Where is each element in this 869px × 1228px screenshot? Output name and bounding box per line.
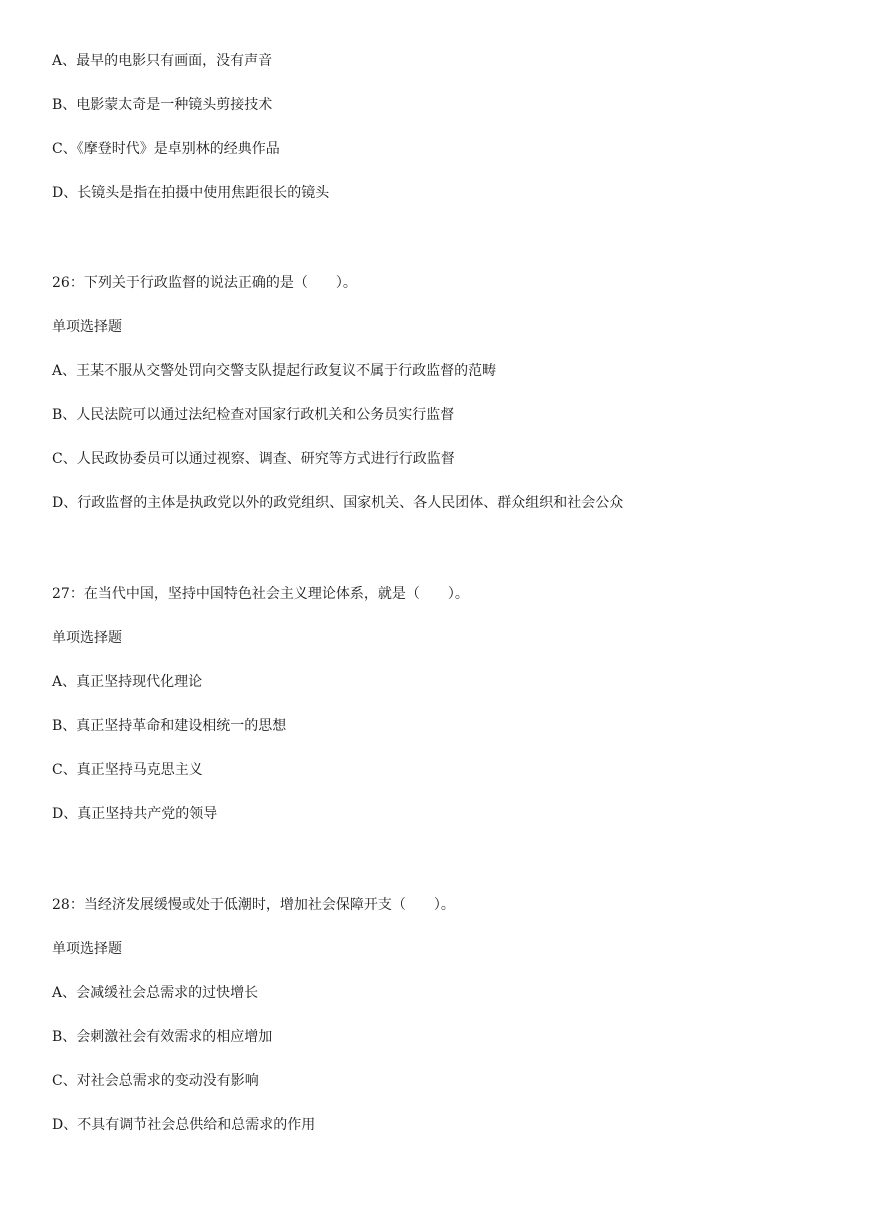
option-d: D、真正坚持共产党的领导	[52, 806, 218, 822]
question-type: 单项选择题	[52, 941, 122, 957]
question-type: 单项选择题	[52, 630, 122, 646]
option-d: D、不具有调节社会总供给和总需求的作用	[52, 1117, 316, 1133]
option-d: D、长镜头是指在拍摄中使用焦距很长的镜头	[52, 185, 330, 201]
question-stem: 26：下列关于行政监督的说法正确的是（ ）。	[52, 275, 357, 291]
option-c: C、人民政协委员可以通过视察、调查、研究等方式进行行政监督	[52, 451, 455, 467]
option-b: B、真正坚持革命和建设相统一的思想	[52, 718, 287, 734]
option-d: D、行政监督的主体是执政党以外的政党组织、国家机关、各人民团体、群众组织和社会公众	[52, 495, 624, 511]
question-27	[52, 584, 469, 824]
option-b: B、人民法院可以通过法纪检查对国家行政机关和公务员实行监督	[52, 407, 455, 423]
option-a: A、王某不服从交警处罚向交警支队提起行政复议不属于行政监督的范畴	[52, 363, 497, 379]
question-stem: 27：在当代中国，坚持中国特色社会主义理论体系，就是（ ）。	[52, 586, 469, 602]
option-a: A、最早的电影只有画面，没有声音	[52, 53, 273, 69]
option-b: B、会刺激社会有效需求的相应增加	[52, 1029, 273, 1045]
question-26	[52, 273, 623, 513]
option-c: C、对社会总需求的变动没有影响	[52, 1073, 259, 1089]
option-a: A、真正坚持现代化理论	[52, 674, 203, 690]
prev-question-options	[52, 51, 329, 203]
option-c: C、《摩登时代》是卓别林的经典作品	[52, 141, 280, 157]
question-stem: 28：当经济发展缓慢或处于低潮时，增加社会保障开支（ ）。	[52, 897, 455, 913]
question-28	[52, 895, 455, 1135]
question-type: 单项选择题	[52, 319, 122, 335]
option-b: B、电影蒙太奇是一种镜头剪接技术	[52, 97, 273, 113]
option-a: A、会减缓社会总需求的过快增长	[52, 985, 259, 1001]
option-c: C、真正坚持马克思主义	[52, 762, 203, 778]
